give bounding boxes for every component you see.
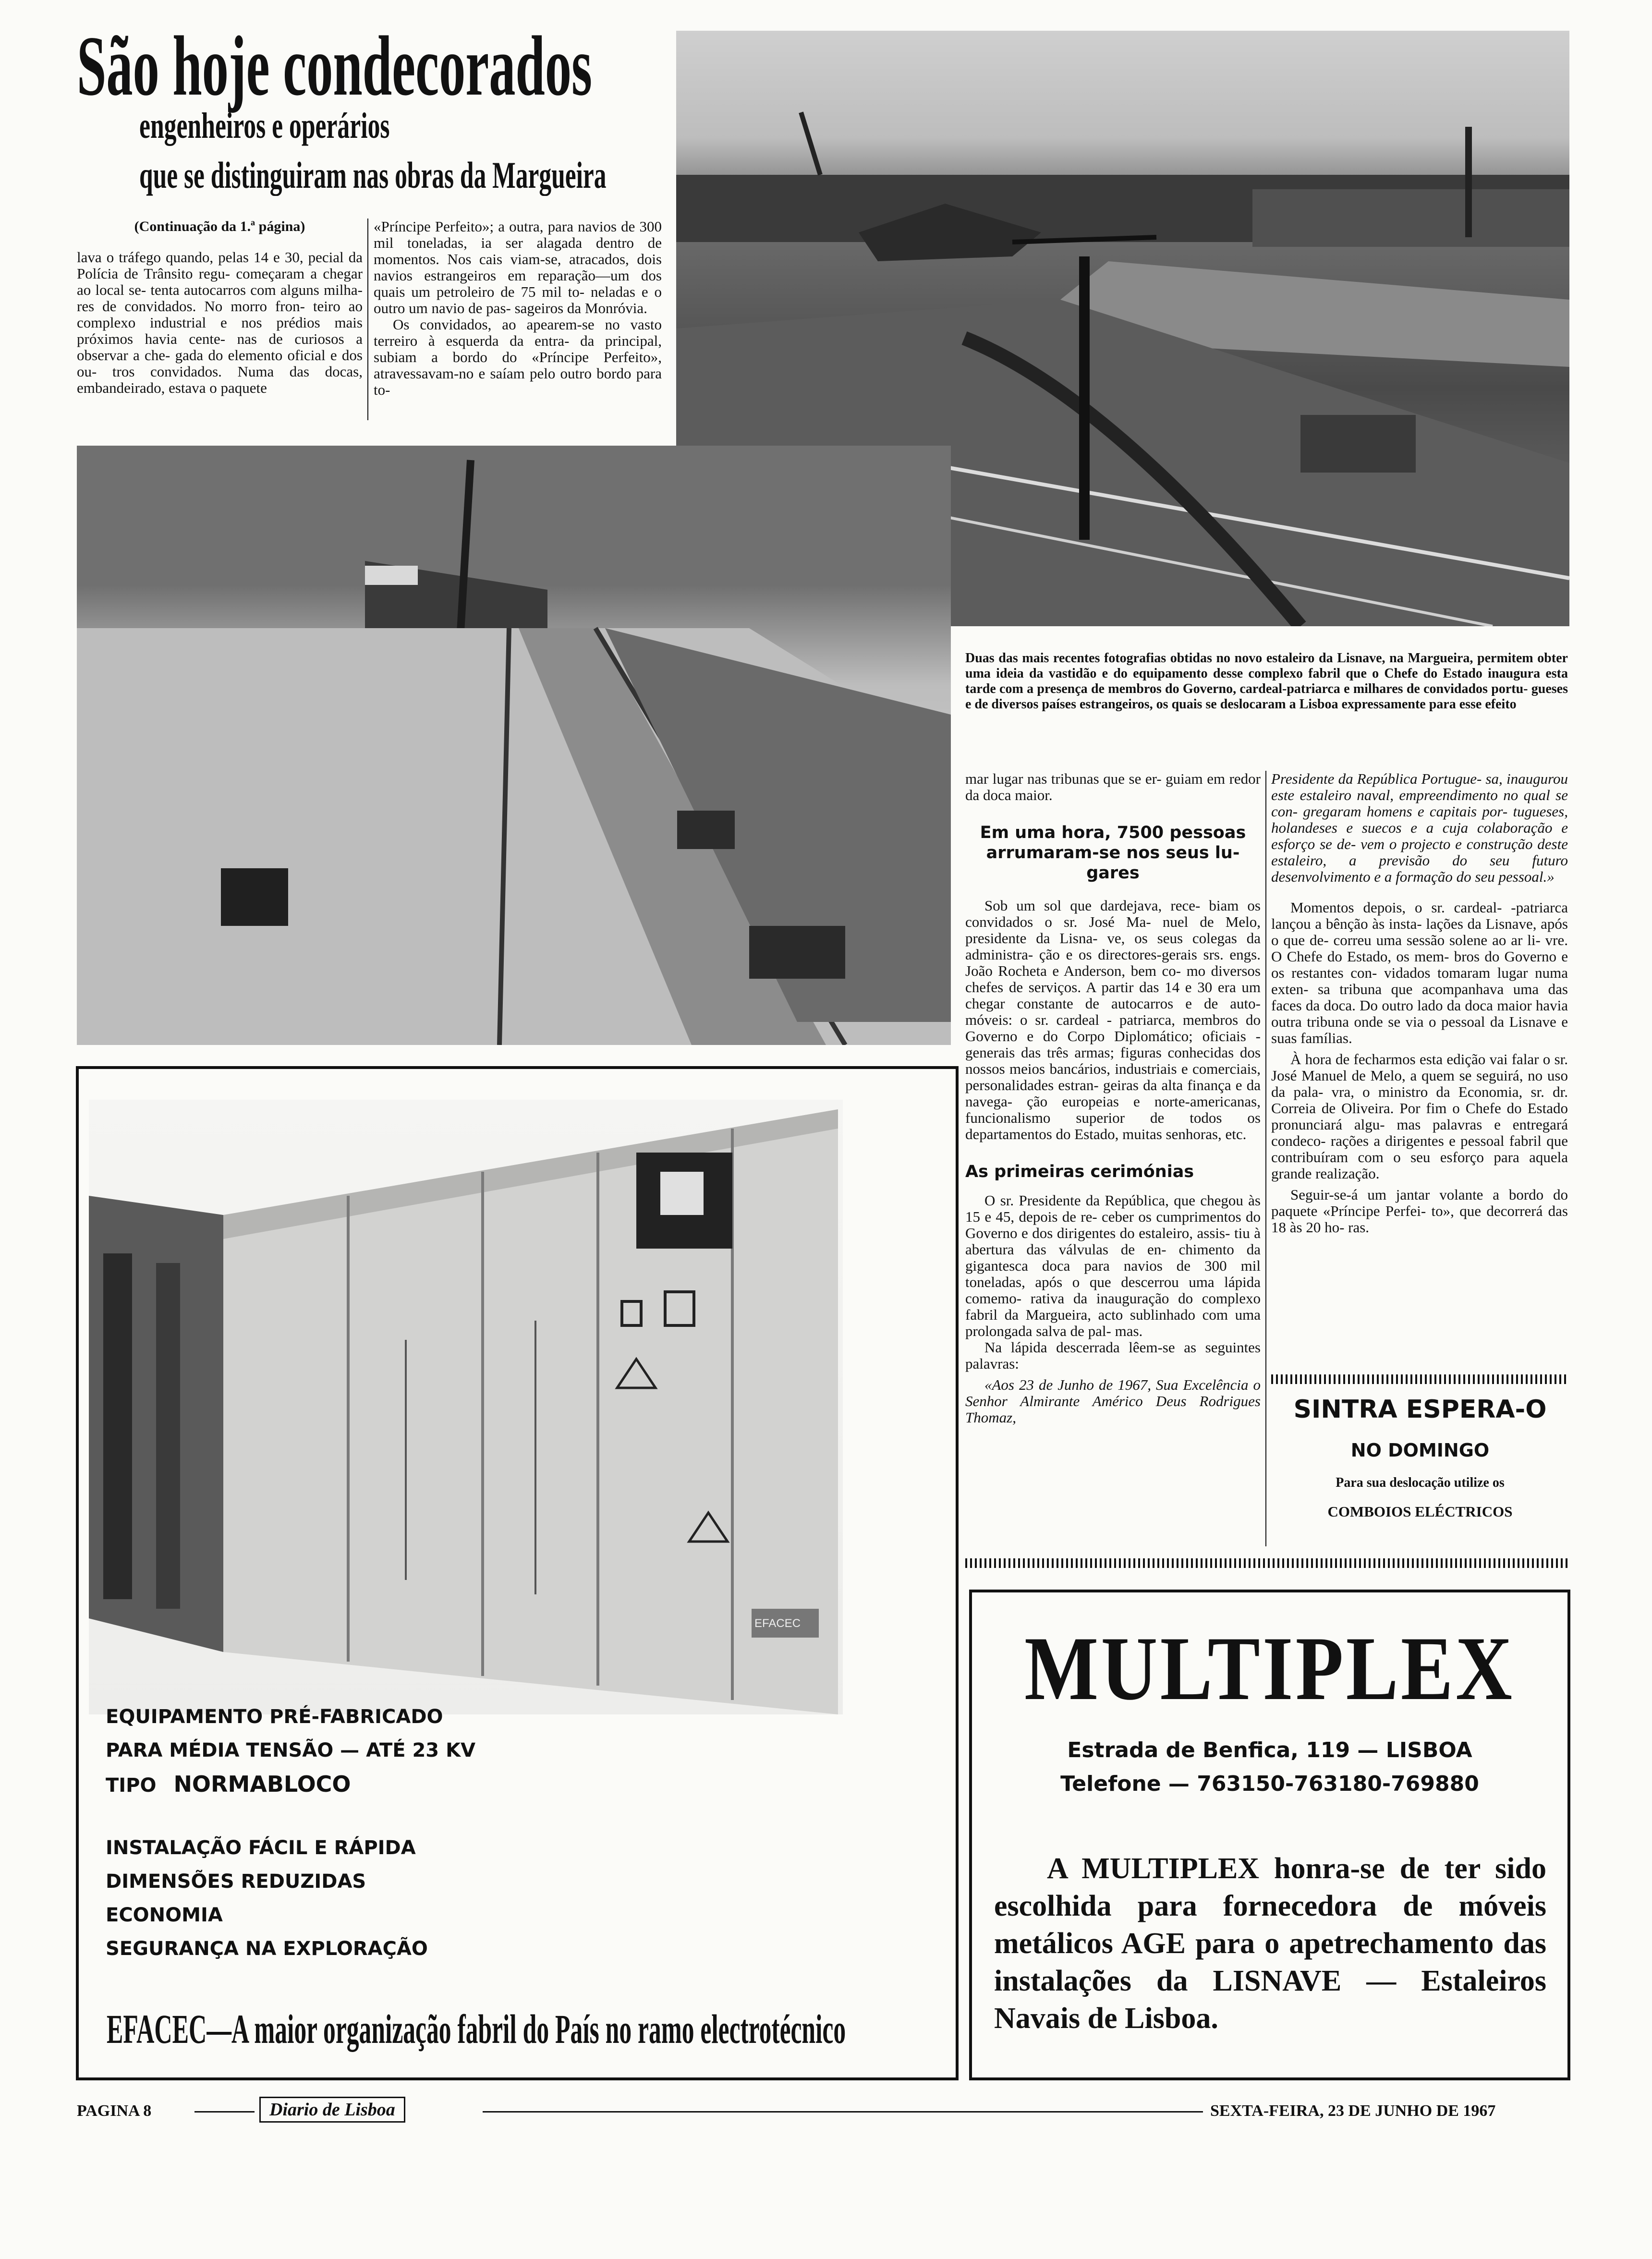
- photo-caption: Duas das mais recentes fotografias obtidas no novo estaleiro da Lisnave, na Margueira, permitem obter uma ideia da vastidão e do equipamento desse complexo fabril que o Chefe do Estado inaugura esta tarde com a presença de membros do Governo, cardeal-patriarca e milhares de convidados portu- gueses e de diversos países estrangeiros, os quais se deslocaram a Lisboa expressamente para esse efeito: [965, 651, 1568, 712]
- footer-rule-right: [483, 2111, 1203, 2113]
- footer-page-number: PAGINA 8: [77, 2102, 152, 2120]
- article-subhead-2: As primeiras cerimónias: [965, 1162, 1194, 1181]
- efacec-line-3: [106, 1767, 922, 1802]
- switchgear-nameplate: EFACEC: [754, 1617, 801, 1630]
- article-column-2: [374, 219, 662, 398]
- article-col4-para-4: Seguir-se-á um jantar volante a bordo do paquete «Príncipe Perfei- to», que decorrerá das 18 às 20 ho- ras.: [1271, 1186, 1568, 1236]
- multiplex-address: Estrada de Benfica, 119 — LISBOA: [1067, 1738, 1472, 1762]
- continuation-note: (Continuação da 1.ª página): [134, 219, 305, 234]
- footer-date: SEXTA-FEIRA, 23 DE JUNHO DE 1967: [1210, 2102, 1496, 2120]
- headline-subtitle-1: engenheiros e operários: [139, 106, 390, 146]
- article-col4-para-2: Momentos depois, o sr. cardeal- -patriarca lançou a bênção às insta- lações da Lisnave, após o que de- correu uma sessão solene ao ar li- vre. O Chefe do Estado, os mem- bros do Governo e os restantes con- vidados tomaram lugar numa exten- sa tribuna que acompanhava uma das faces da doca. Do outro lado da doca maior havia outra tribuna onde se via o pessoal da Lisnave e suas famílias.: [1271, 899, 1568, 1046]
- sintra-ad-line-1: SINTRA ESPERA-O: [1293, 1395, 1547, 1424]
- shipyard-photo-dock: [77, 446, 951, 1045]
- article-col1-text: lava o tráfego quando, pelas 14 e 30, pecial da Polícia de Trânsito regu- começaram a chegar ao local se- tenta autocarros com alguns milha- res de convidados. No morro fron- teiro ao complexo industrial e nos prédios mais próximos havia cente- nas de curiosos a observar a che- gada do elemento oficial e dos ou- tros convidados. Numa das docas, embandeirado, estava o paquete: [77, 249, 363, 396]
- article-col3-intro: mar lugar nas tribunas que se er- guiam em redor da doca maior.: [965, 770, 1261, 803]
- headline-subtitle-2: que se distinguiram nas obras da Margueira: [139, 154, 607, 196]
- efacec-line-2: PARA MÉDIA TENSÃO — ATÉ 23 KV: [106, 1739, 476, 1761]
- sintra-ad-border-top: [1271, 1374, 1569, 1384]
- shipyard-photo-dock-drawing: [77, 446, 951, 1045]
- multiplex-body: A MULTIPLEX honra-se de ter sido escolhida para fornecedora de móveis metálicos AGE para o apetrechamento das instalações da LISNAVE — Estaleiros Navais de Lisboa.: [994, 1852, 1546, 2035]
- column-divider: [367, 219, 368, 420]
- efacec-feature-1: INSTALAÇÃO FÁCIL E RÁPIDA: [106, 1837, 416, 1859]
- article-column-1: [77, 219, 363, 396]
- footer-masthead: Diario de Lisboa: [259, 2097, 405, 2123]
- efacec-feature-3: ECONOMIA: [106, 1904, 223, 1926]
- footer-rule-left: [194, 2111, 255, 2113]
- column-divider-2: [1265, 771, 1266, 1546]
- article-col3-inscription: «Aos 23 de Junho de 1967, Sua Excelência o Senhor Almirante Américo Deus Rodrigues Thomaz,: [965, 1376, 1261, 1426]
- article-subhead-1: Em uma hora, 7500 pessoas arrumaram-se nos seus lu- gares: [980, 823, 1246, 883]
- article-col3-para-4: Na lápida descerrada lêem-se as seguintes palavras:: [965, 1339, 1261, 1372]
- article-col2-text-a: «Príncipe Perfeito»; a outra, para navios de 300 mil toneladas, ia ser alagada dentro de momentos. Nos cais viam-se, atracados, dois navios estrangeiros em reparação—um dos quais um petroleiro de 75 mil to- neladas e o outro um navio de pas- sageiros da Monróvia.: [374, 218, 662, 316]
- sintra-ad-line-2: NO DOMINGO: [1350, 1440, 1490, 1461]
- article-col3-para-2: Sob um sol que dardejava, rece- biam os convidados o sr. José Ma- nuel de Melo, presidente da Lisna- ve, os seus colegas da administra- ção e os directores-gerais srs. engs. João Rocheta e Anderson, bem co- mo diversos chefes de serviços. A partir das 14 e 30 era um chegar constante de autocarros e de auto- móveis: o sr. cardeal - patriarca, membros do Governo e do Corpo Diplomático; oficiais - generais das três armas; figuras conhecidas dos nossos meios bancários, industriais e comerciais, personalidades estran- geiras da alta finança e da navega- ção europeias e norte-americanas, funcionalismo superior de todos os departamentos do Estado, muitas senhoras, etc.: [965, 897, 1261, 1142]
- article-column-4: [1271, 771, 1568, 1236]
- efacec-line-1: EQUIPAMENTO PRÉ-FABRICADO: [106, 1706, 443, 1728]
- efacec-line-3-label: TIPO: [106, 1774, 157, 1797]
- sintra-ad: [1271, 1393, 1569, 1522]
- sintra-ad-line-4: COMBOIOS ELÉCTRICOS: [1327, 1503, 1513, 1520]
- article-col2-text-b: Os convidados, ao apearem-se no vasto terreiro à esquerda da entra- da principal, subiam a bordo do «Príncipe Perfeito», atravessavam-no e saíam pelo outro bordo para to-: [374, 316, 662, 398]
- efacec-feature-2: DIMENSÕES REDUZIDAS: [106, 1870, 366, 1893]
- switchgear-photo: [89, 1100, 843, 1714]
- headline-title: São hoje condecorados: [77, 18, 592, 113]
- switchgear-photo-drawing: [89, 1100, 843, 1714]
- sintra-ad-line-3: Para sua deslocação utilize os: [1336, 1475, 1505, 1490]
- article-column-3: [965, 771, 1261, 1426]
- sintra-ad-border-bottom: [965, 1558, 1569, 1568]
- efacec-feature-4: SEGURANÇA NA EXPLORAÇÃO: [106, 1938, 428, 1960]
- efacec-line-3-model: NORMABLOCO: [173, 1771, 351, 1797]
- article-col3-para-3: O sr. Presidente da República, que chegou às 15 e 45, depois de re- ceber os cumprimentos do Governo e dos dirigentes do estaleiro, assis- tiu à abertura das válvulas de en- chimento da gigantesca doca para navios de 300 mil toneladas, após o que descerrou uma lápida comemo- rativa da inauguração do complexo fabril da Margueira, acto sublinhado com uma prolongada salva de pal- mas.: [965, 1192, 1261, 1339]
- multiplex-phone: Telefone — 763150-763180-769880: [1060, 1772, 1479, 1796]
- efacec-slogan: EFACEC—A maior organização fabril do País no ramo electrotécnico: [107, 2006, 846, 2052]
- efacec-ad-text: [106, 1700, 922, 1966]
- article-col4-inscription: Presidente da República Portugue- sa, inaugurou este estaleiro naval, empreendimento no qual se con- gregaram homens e capitais por- tugueses, holandeses e suecos e a cuja colaboração e esforço se de- vem o projecto e construção deste estaleiro, a previsão do seu futuro desenvolvimento e a formação do seu pessoal.»: [1271, 770, 1568, 885]
- article-col4-para-3: À hora de fecharmos esta edição vai falar o sr. José Manuel de Melo, a quem se seguirá, no uso da pala- vra, o ministro da Economia, sr. dr. Correia de Oliveira. Por fim o Chefe do Estado pronunciará algu- mas palavras e entregará condeco- rações a dirigentes e pessoal fabril que contribuíram com o seu esforço para aquela grande realização.: [1271, 1051, 1568, 1182]
- multiplex-name: MULTIPLEX: [1024, 1618, 1515, 1719]
